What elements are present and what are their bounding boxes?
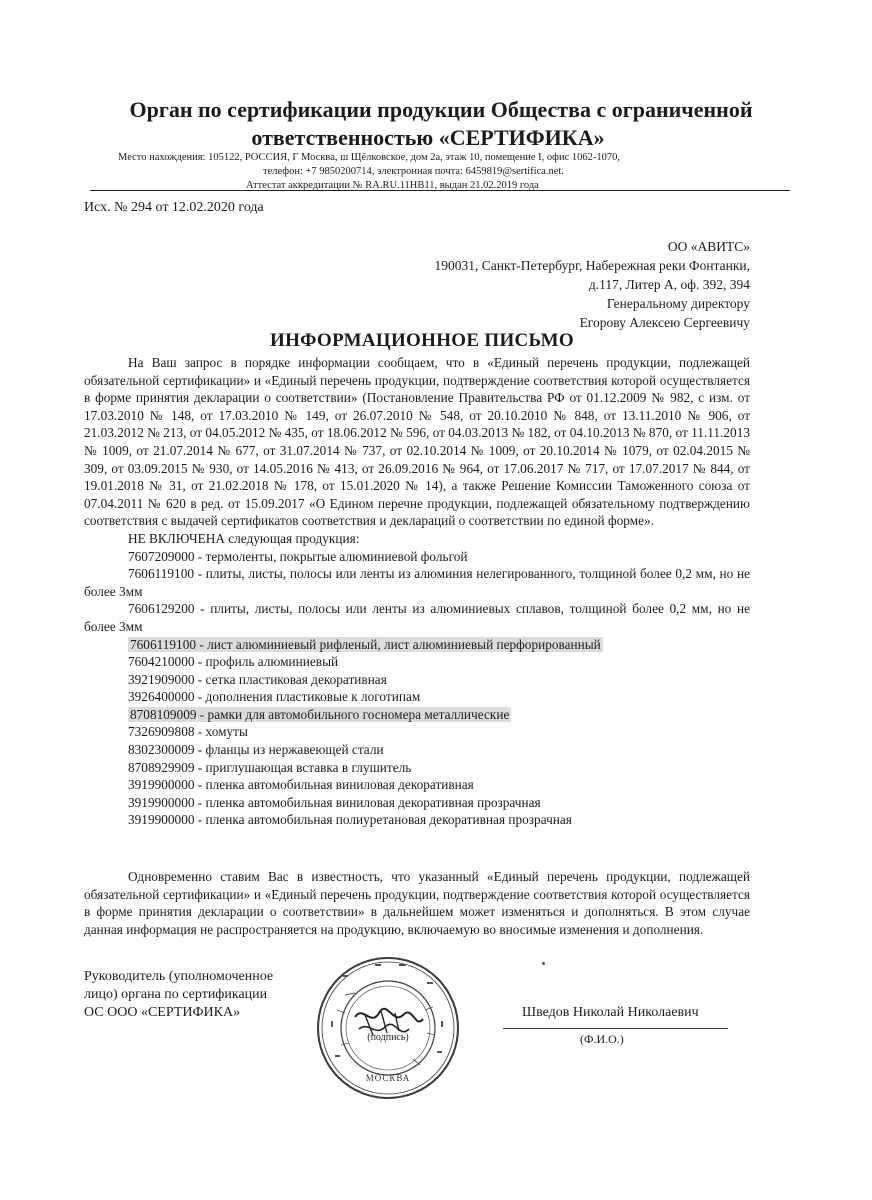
letter-body	[84, 354, 750, 829]
product-item	[84, 548, 750, 566]
product-desc: - пленка автомобильная полиуретановая декоративная прозрачная	[194, 812, 572, 828]
fio-caption: (Ф.И.О.)	[580, 1032, 624, 1046]
stamp-city: МОСКВА	[365, 1073, 411, 1083]
ink-dot	[542, 962, 545, 965]
document-title: ИНФОРМАЦИОННОЕ ПИСЬМО	[270, 330, 574, 351]
product-code: 8708929909	[128, 759, 195, 775]
recipient-address-line1: 190031, Санкт-Петербург, Набережная реки Фонтанки,	[434, 258, 750, 273]
product-desc: - пленка автомобильная виниловая декоративная прозрачная	[194, 794, 541, 810]
product-code: 7607209000	[128, 548, 195, 564]
product-item	[84, 565, 750, 600]
product-code: 7604210000	[128, 654, 195, 670]
not-included-label: НЕ ВКЛЮЧЕНА следующая продукция:	[128, 530, 360, 546]
product-item	[84, 688, 750, 706]
product-item-highlighted	[84, 706, 750, 724]
org-address: Место нахождения: 105122, РОССИЯ, Г Москва, ш Щёлковское, дом 2а, этаж 10, помещение I, офис 1062-1070,	[118, 152, 620, 163]
product-desc: - сетка пластиковая декоративная	[194, 671, 387, 687]
intro-paragraph: На Ваш запрос в порядке информации сообщаем, что в «Единый перечень продукции, подлежащей обязательной сертификации» и «Единый перечень продукции, подтверждение соответствия которой осуществляется в форме принятия декларации о соответствии» (Постановление Правительства РФ от 01.12.2009 № 982, с изм. от 17.03.2010 № 148, от 17.03.2010 № 149, от 26.07.2010 № 548, от 20.10.2010 № 848, от 13.11.2010 № 906, от 21.03.2012 № 213, от 04.05.2012 № 435, от 18.06.2012 № 596, от 04.03.2013 № 182, от 04.10.2013 № 870, от 11.11.2013 № 1009, от 21.07.2014 № 677, от 31.07.2014 № 737, от 02.10.2014 № 1009, от 20.10.2014 № 1079, от 02.04.2015 № 309, от 03.09.2015 № 930, от 14.05.2016 № 413, от 26.09.2016 № 964, от 17.06.2017 № 717, от 17.07.2017 № 844, от 19.01.2018 № 31, от 21.02.2018 № 178, от 15.01.2020 № 14), а также Решение Комиссии Таможенного союза от 07.04.2011 № 620 в ред. от 15.09.2017 «О Едином перечне продукции, подлежащей обязательному подтверждению соответствия с выдачей сертификатов соответствия и деклараций о соответствии по единой форме».	[84, 355, 750, 529]
product-desc: - пленка автомобильная виниловая декоративная	[194, 777, 474, 793]
product-desc: - плиты, листы, полосы или ленты из алюминиевых сплавов, толщиной более 0,2 мм, но не более 3мм	[84, 601, 750, 634]
product-item	[84, 759, 750, 777]
product-code: 3921909000	[128, 671, 195, 687]
signer-title-line2: лицо) органа по сертификации	[84, 987, 268, 1002]
product-code: 3919900000	[128, 794, 195, 810]
product-code: 7606119100	[128, 566, 194, 582]
recipient-name: Егорову Алексею Сергеевичу	[579, 315, 750, 330]
recipient-position: Генеральному директору	[606, 296, 750, 311]
org-accreditation: Аттестат аккредитации № RA.RU.11НВ11, выдан 21.02.2019 года	[246, 180, 539, 191]
product-item	[84, 741, 750, 759]
signer-title-line3: ОС ООО «СЕРТИФИКА»	[84, 1005, 241, 1020]
product-item	[84, 600, 750, 635]
closing-paragraph: Одновременно ставим Вас в известность, что указанный «Единый перечень продукции, подлежащей обязательной сертификации» и «Единый перечень продукции, подтверждение соответствия которой осуществляется в форме принятия декларации о соответствии» в дальнейшем может изменяться и дополняться. В этом случае данная информация не распространяется на продукцию, включаемую во вносимые изменения и дополнения.	[84, 869, 750, 938]
recipient-address-line2: д.117, Литер А, оф. 392, 394	[588, 277, 750, 292]
product-item-highlighted	[84, 636, 750, 654]
org-contacts: телефон: +7 9850200714, электронная почта: 6459819@sertifica.net.	[263, 166, 564, 177]
signature-caption: (подпись)	[367, 1032, 409, 1043]
org-title-line1: Орган по сертификации продукции Общества с ограниченной	[129, 97, 753, 122]
product-item	[84, 794, 750, 812]
product-desc: - рамки для автомобильного госномера металлические	[196, 706, 510, 722]
product-item	[84, 811, 750, 829]
signature-line	[503, 1028, 728, 1029]
product-desc: - термоленты, покрытые алюминиевой фольгой	[194, 548, 468, 564]
org-title-line2: ответственностью «СЕРТИФИКА»	[251, 125, 605, 150]
product-code: 8708109009	[130, 706, 197, 722]
product-desc: - профиль алюминиевый	[194, 654, 339, 670]
signer-block	[84, 968, 273, 1022]
product-code: 3926400000	[128, 689, 195, 705]
product-desc: - плиты, листы, полосы или ленты из алюминия нелегированного, толщиной более 0,2 мм, но не более 3мм	[84, 566, 750, 599]
product-code: 7606129200	[128, 601, 195, 617]
signer-name: Шведов Николай Николаевич	[522, 1005, 699, 1020]
header-divider	[90, 190, 790, 191]
product-code: 7326909808	[128, 724, 195, 740]
product-code: 8302300009	[128, 742, 195, 758]
organization-stamp	[315, 955, 461, 1101]
product-desc: - дополнения пластиковые к логотипам	[194, 689, 421, 705]
product-code: 3919900000	[128, 812, 195, 828]
product-desc: - приглушающая вставка в глушитель	[194, 759, 412, 775]
product-item	[84, 776, 750, 794]
product-desc: - фланцы из нержавеющей стали	[194, 742, 384, 758]
product-code: 3919900000	[128, 777, 195, 793]
product-item	[84, 723, 750, 741]
outgoing-number: Исх. № 294 от 12.02.2020 года	[84, 200, 264, 215]
product-item	[84, 653, 750, 671]
product-item	[84, 671, 750, 689]
product-code: 7606119100	[130, 636, 196, 652]
product-desc: - хомуты	[194, 724, 248, 740]
recipient-company: ОО «АВИТС»	[667, 239, 750, 254]
product-desc: - лист алюминиевый рифленый, лист алюминиевый перфорированный	[196, 636, 601, 652]
signer-title-line1: Руководитель (уполномоченное	[84, 969, 274, 984]
